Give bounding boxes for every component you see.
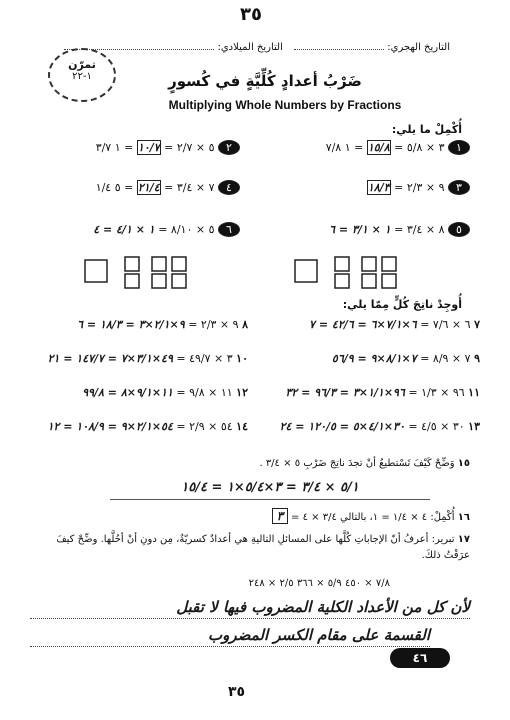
problem-result: = ١ ٣/٧ [95, 141, 134, 154]
problem-15 [50, 458, 470, 469]
answer-work: ٥٤×٢/١×٩ = ١٠٨/٩ = ١٢ [47, 420, 173, 433]
title-arabic: ضَرْبُ أعدادٍ كُلِّيَّةٍ في كُسورٍ [168, 72, 362, 90]
problem-14 [23, 420, 248, 454]
problem-number: ٦ [218, 222, 240, 237]
answer-work: ٤٩×٣/١×٧ = ١٤٧/٧ = ٢١ [47, 352, 173, 365]
problem-8 [23, 318, 248, 352]
problem-number: ٢ [218, 140, 240, 155]
problem-17 [40, 532, 470, 564]
part2-left-column [23, 318, 248, 454]
problem-expression: ٧ × ٨/٩ = [420, 352, 471, 365]
problem-13 [260, 420, 480, 454]
problem-number: ٧ [474, 318, 480, 331]
answer-work: ٩٦×١/١×٣ = ٩٦/٣ = ٣٢ [285, 386, 405, 399]
problem-16 [50, 508, 470, 524]
problem-number: ١١ [468, 386, 480, 399]
problem-number: ٩ [474, 352, 480, 365]
handwritten-answer-line-1: لأن كل من الأعداد الكلية المضروب فيها لا تقبل [30, 598, 470, 619]
problem-expression: ٣ × ٤٩/٧ = [176, 352, 233, 365]
problem-expression: ٩٦ × ١/٣ = [408, 386, 465, 399]
problem-number: ١٢ [236, 386, 248, 399]
problem-expression: ٥ × ٨/١٠ = [154, 223, 215, 236]
section2-instruction: أُوجِدْ ناتِجَ كُلٍّ مِمّا يلي: [342, 298, 462, 311]
exercise-badge [48, 48, 116, 102]
problem-expression: ٦ × ٧/٦ = [420, 318, 471, 331]
problem-number: ١٣ [468, 420, 480, 433]
answer-box: ١٨/٣ [367, 181, 390, 194]
problem-17-expressions: ٧/٨ × ٤٥٠ ٥/٩ × ٣٦٦ ٢/٥ × ٢٤٨ [248, 578, 390, 589]
problem-number: ٨ [242, 318, 248, 331]
problem-expression: ١١ × ٩/٨ = [176, 386, 233, 399]
badge-title: تمرّن [68, 58, 96, 71]
problem-result: = ١ ٧/٨ [325, 141, 364, 154]
answer-work: ٣٠×٤/١×٥ = ١٢٠/٥ = ٢٤ [279, 420, 405, 433]
problem-expression: ٣٠ × ٤/٥ = [408, 420, 465, 433]
answer-work: ١ × ٣/١ = ٦ [329, 223, 391, 236]
answer-work: ٩×٢/١×٣ = ١٨/٣ = ٦ [77, 318, 185, 331]
answer-work: ١ × ٤/١ = ٤ [93, 223, 155, 236]
problem-result: = ٥ ١/٤ [95, 181, 134, 194]
problem-number: ٣ [448, 180, 470, 195]
problem-number: ١٥ [457, 458, 470, 469]
problem-text: أُكْمِلْ: ٤ × ١/٤ = ١، بالتالي ٣/٤ × ٤ = [291, 512, 455, 523]
problem-expression: ٨ × ٣/٤ = [390, 223, 445, 236]
problem-11 [260, 386, 480, 420]
problem-number: ١ [448, 140, 470, 155]
problem-number: ٥ [448, 222, 470, 237]
problem-expression: ٧ × ٣/٤ = [160, 181, 215, 194]
gregorian-label: التاريخ الميلادي: [217, 42, 283, 53]
problem-expression: ٥ × ٢/٧ = [160, 141, 215, 154]
part2-right-column [260, 318, 480, 454]
problem-10 [23, 352, 248, 386]
problem-number: ١٦ [457, 512, 470, 523]
page-number-top: ٣٥ [240, 4, 262, 25]
fraction-box-diagram [80, 255, 460, 295]
problem-number: ١٠ [236, 352, 248, 365]
handwritten-answer-line-2: القسمة على مقام الكسر المضروب [30, 626, 430, 647]
answer-box: ١٠/٧ [137, 141, 160, 154]
problem-5 [270, 222, 470, 237]
problem-number: ٤ [218, 180, 240, 195]
problem-9 [260, 352, 480, 386]
page-number-bottom: ٣٥ [228, 684, 246, 700]
answer-work: ٦×٧/١×٦ = ٤٢/٦ = ٧ [309, 318, 417, 331]
problem-3 [270, 180, 470, 195]
problem-4 [40, 180, 240, 195]
answer-work: ١١×٩/١×٨ = ٩٩/٨ [82, 386, 173, 399]
problem-number: ١٤ [236, 420, 248, 433]
answer-box: ٢١/٤ [137, 181, 160, 194]
answer-work: ٧×٨/١×٩ = ٥٦/٩ [331, 352, 417, 365]
problem-number: ١٧ [457, 534, 470, 545]
hijri-label: التاريخ الهجري: [387, 42, 450, 53]
footer-tag: ٤٦ [390, 648, 450, 668]
problem-expression: ٩ × ٢/٣ = [390, 181, 445, 194]
problem-expression: ٣ × ٥/٨ = [390, 141, 445, 154]
problem-15-work: ٥/١ × ٣/٤ = ٣×٥/٤×١ = ١٥/٤ [110, 480, 430, 500]
problem-text: تبرير: أعرفُ أنّ الإجاباتِ كُلَّها على المسائلِ التاليةِ هي أعدادٌ كسريّةٌ، مِن دونِ أنْ أحُلَّها. وضِّحْ كيفَ عرَفْتُ ذلكَ. [56, 534, 470, 561]
section1-instruction: أُكْمِلْ ما يلي: [391, 123, 462, 136]
answer-box: ٣ [272, 508, 288, 524]
badge-code: ١-٢٢ [72, 71, 92, 82]
problem-text: وَضِّحْ كَيْفَ تَسْتطيعُ أنْ تجدَ ناتِجَ ضَرْبِ ٥ × ٣/٤ . [259, 458, 455, 469]
problem-6 [40, 222, 240, 237]
problem-1 [270, 140, 470, 155]
problem-2 [40, 140, 240, 155]
problem-expression: ٥٤ × ٢/٩ = [176, 420, 233, 433]
problem-expression: ٩ × ٢/٣ = [188, 318, 239, 331]
title-english: Multiplying Whole Numbers by Fractions [168, 98, 402, 112]
problem-7 [260, 318, 480, 352]
answer-box: ١٥/٨ [367, 141, 390, 154]
problem-12 [23, 386, 248, 420]
